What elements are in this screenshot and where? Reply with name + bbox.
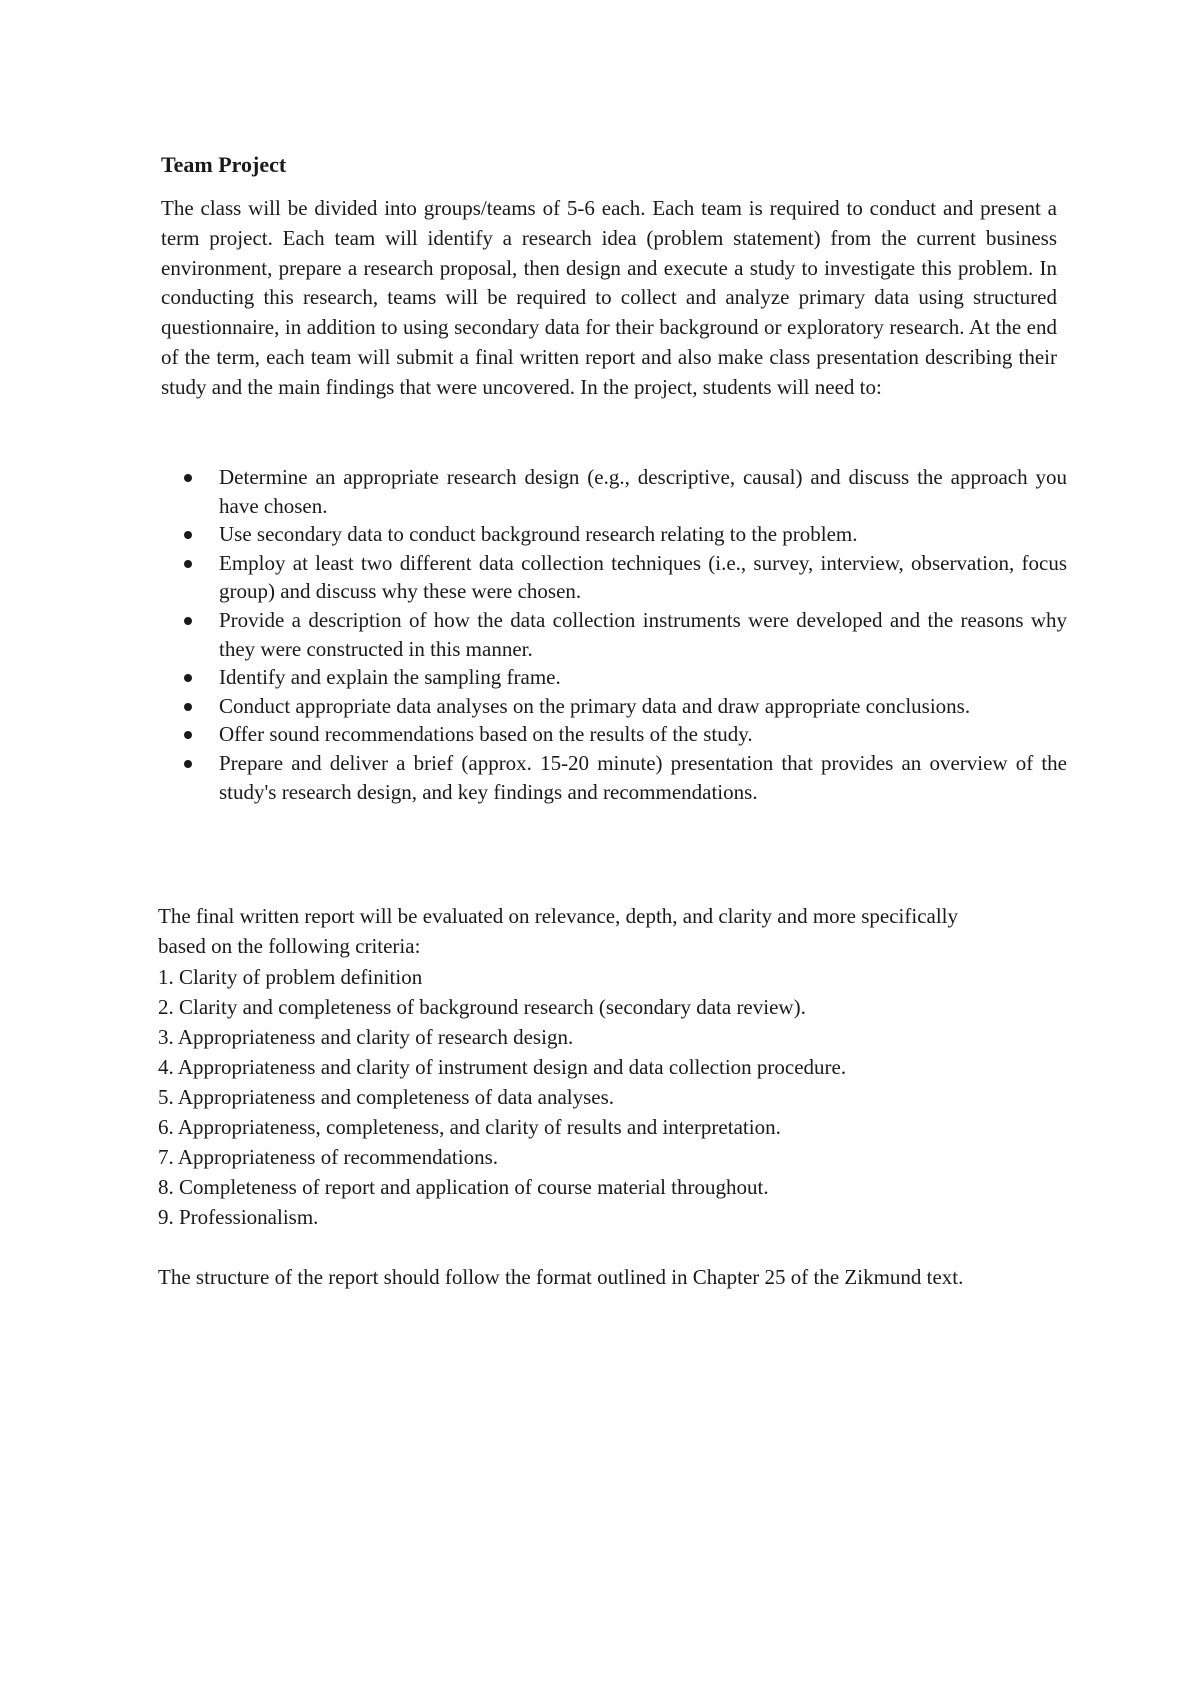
list-item-text: Determine an appropriate research design (e.g., descriptive, causal) and discuss the approach you have chosen. [219, 465, 1067, 518]
page-title: Team Project [161, 152, 287, 177]
list-item-text: Provide a description of how the data collection instruments were developed and the reasons why they were constructed in this manner. [219, 607, 1067, 661]
criteria-item: 8. Completeness of report and application of course material throughout. [158, 1175, 769, 1199]
bullet-icon [184, 474, 192, 482]
list-item [161, 692, 1067, 721]
criteria-item: 2. Clarity and completeness of background research (secondary data review). [158, 995, 806, 1019]
list-item [161, 749, 1067, 806]
list-item [161, 663, 1067, 692]
criteria-item: 4. Appropriateness and clarity of instrument design and data collection procedure. [158, 1055, 847, 1079]
criteria-item: 3. Appropriateness and clarity of research design. [158, 1025, 574, 1049]
list-item [161, 520, 1067, 549]
bullet-icon [184, 731, 192, 739]
intro-paragraph: The class will be divided into groups/teams of 5-6 each. Each team is required to conduct and present a term project. Each team will identify a research idea (problem statement) from the current business environment, prepare a research proposal, then design and execute a study to investigate this problem. In conducting this research, teams will be required to collect and analyze primary data using structured questionnaire, in addition to using secondary data for their background or exploratory research. At the end of the term, each team will submit a final written report and also make class presentation describing their study and the main findings that were uncovered. In the project, students will need to: [161, 196, 1057, 399]
list-item [161, 549, 1067, 606]
list-item-text: Offer sound recommendations based on the results of the study. [219, 722, 753, 747]
criteria-item: 9. Professionalism. [158, 1205, 319, 1229]
list-item-text: Use secondary data to conduct background research relating to the problem. [219, 522, 858, 547]
criteria-item: 6. Appropriateness, completeness, and clarity of results and interpretation. [158, 1115, 781, 1139]
list-item-text: Employ at least two different data collection techniques (i.e., survey, interview, observation, focus group) and discuss why these were chosen. [219, 550, 1067, 604]
bullet-icon [184, 760, 192, 768]
bullet-icon [184, 531, 192, 539]
bullet-icon [184, 617, 192, 625]
requirements-list [161, 463, 1067, 806]
criteria-item: 1. Clarity of problem definition [158, 965, 423, 989]
list-item-text: Prepare and deliver a brief (approx. 15-20 minute) presentation that provides an overview of the study's research design, and key findings and recommendations. [219, 750, 1067, 804]
criteria-item: 7. Appropriateness of recommendations. [158, 1145, 498, 1169]
bullet-icon [184, 560, 192, 568]
bullet-icon [184, 703, 192, 711]
evaluation-intro: The final written report will be evaluated on relevance, depth, and clarity and more specifically based on the following criteria: [158, 904, 958, 958]
closing-paragraph: The structure of the report should follow the format outlined in Chapter 25 of the Zikmund text. [158, 1265, 964, 1289]
list-item-text: Conduct appropriate data analyses on the primary data and draw appropriate conclusions. [219, 693, 971, 718]
bullet-icon [184, 674, 192, 682]
criteria-item: 5. Appropriateness and completeness of data analyses. [158, 1085, 615, 1109]
list-item [161, 606, 1067, 663]
list-item [161, 720, 1067, 749]
criteria-list [158, 962, 1058, 1232]
list-item [161, 463, 1067, 520]
list-item-text: Identify and explain the sampling frame. [219, 665, 561, 690]
